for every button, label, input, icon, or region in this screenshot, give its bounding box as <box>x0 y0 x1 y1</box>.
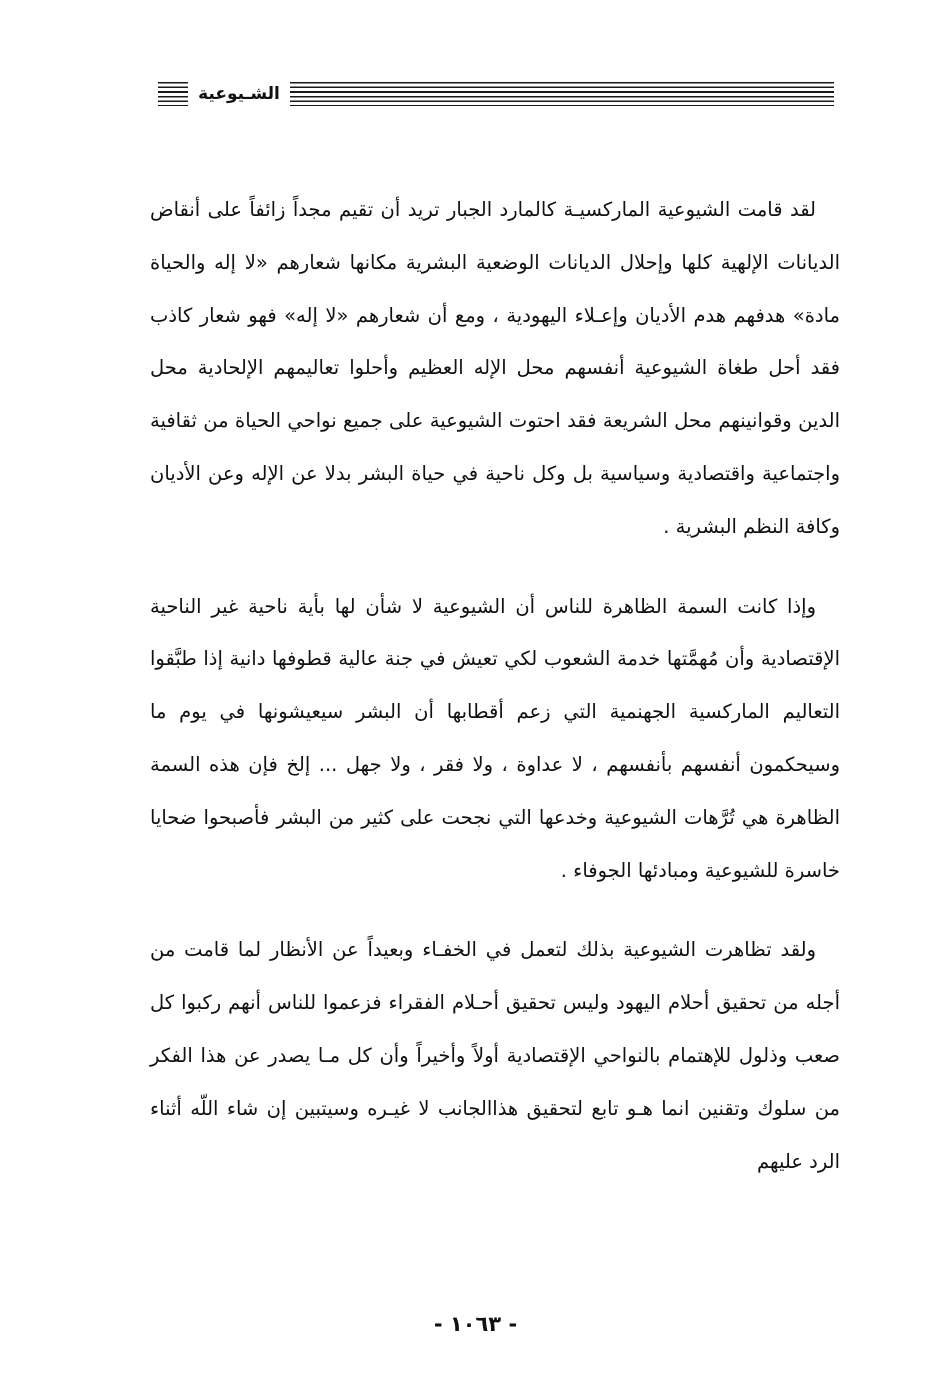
body-text <box>150 184 840 1188</box>
header-rule-left <box>158 82 188 106</box>
page-number: - ١٠٦٣ - <box>433 1312 518 1336</box>
header-rule-right <box>290 82 834 106</box>
paragraph-1: لقد قامت الشيوعية الماركسيـة كالمارد الجبار تريد أن تقيم مجداً زائفاً على أنقاض الديانات الإلهية كلها وإحلال الديانات الوضعية البشرية مكانها شعارهم «لا إله والحياة مادة» هدفهم هدم الأديان وإعـلاء اليهودية ، ومع أن شعارهم «لا إله» فهو شعار كاذب فقد أحل طغاة الشيوعية أنفسهم محل الإله العظيم وأحلوا تعاليمهم الإلحادية محل الدين وقوانينهم محل الشريعة فقد احتوت الشيوعية على جميع نواحي الحياة من ثقافية واجتماعية واقتصادية وسياسية بل وكل ناحية في حياة البشر بدلا عن الإله وعن الأديان وكافة النظم البشرية . <box>150 198 840 538</box>
paragraph-3: ولقد تظاهرت الشيوعية بذلك لتعمل في الخفـاء وبعيداً عن الأنظار لما قامت من أجله من تحقيق أحلام اليهود وليس تحقيق أحـلام الفقراء فزعموا للناس أنهم ركبوا كل صعب وذلول للإهتمام بالنواحي الإقتصادية أولاً وأخيراً وأن كل مـا يصدر عن هذا الفكر من سلوك وتقنين انما هـو تابع لتحقيق هذاالجانب لا غيـره وسيتبين إن شاء اللّه أثناء الرد عليهم <box>150 938 840 1173</box>
running-title: الشـيوعية <box>198 84 280 104</box>
page-header <box>158 80 834 108</box>
paragraph-2: وإذا كانت السمة الظاهرة للناس أن الشيوعية لا شأن لها بأية ناحية غير الناحية الإقتصادية وأن مُهمَّتها خدمة الشعوب لكي تعيش في جنة عالية قطوفها دانية إذا طبَّقوا التعاليم الماركسية الجهنمية التي زعم أقطابها أن البشر سيعيشونها في يوم ما وسيحكمون أنفسهم بأنفسهم ، لا عداوة ، ولا فقر ، ولا جهل ... إلخ فإن هذه السمة الظاهرة هي تُرَّهات الشيوعية وخدعها التي نجحت على كثير من البشر فأصبحوا ضحايا خاسرة للشيوعية ومبادئها الجوفاء . <box>150 594 840 882</box>
